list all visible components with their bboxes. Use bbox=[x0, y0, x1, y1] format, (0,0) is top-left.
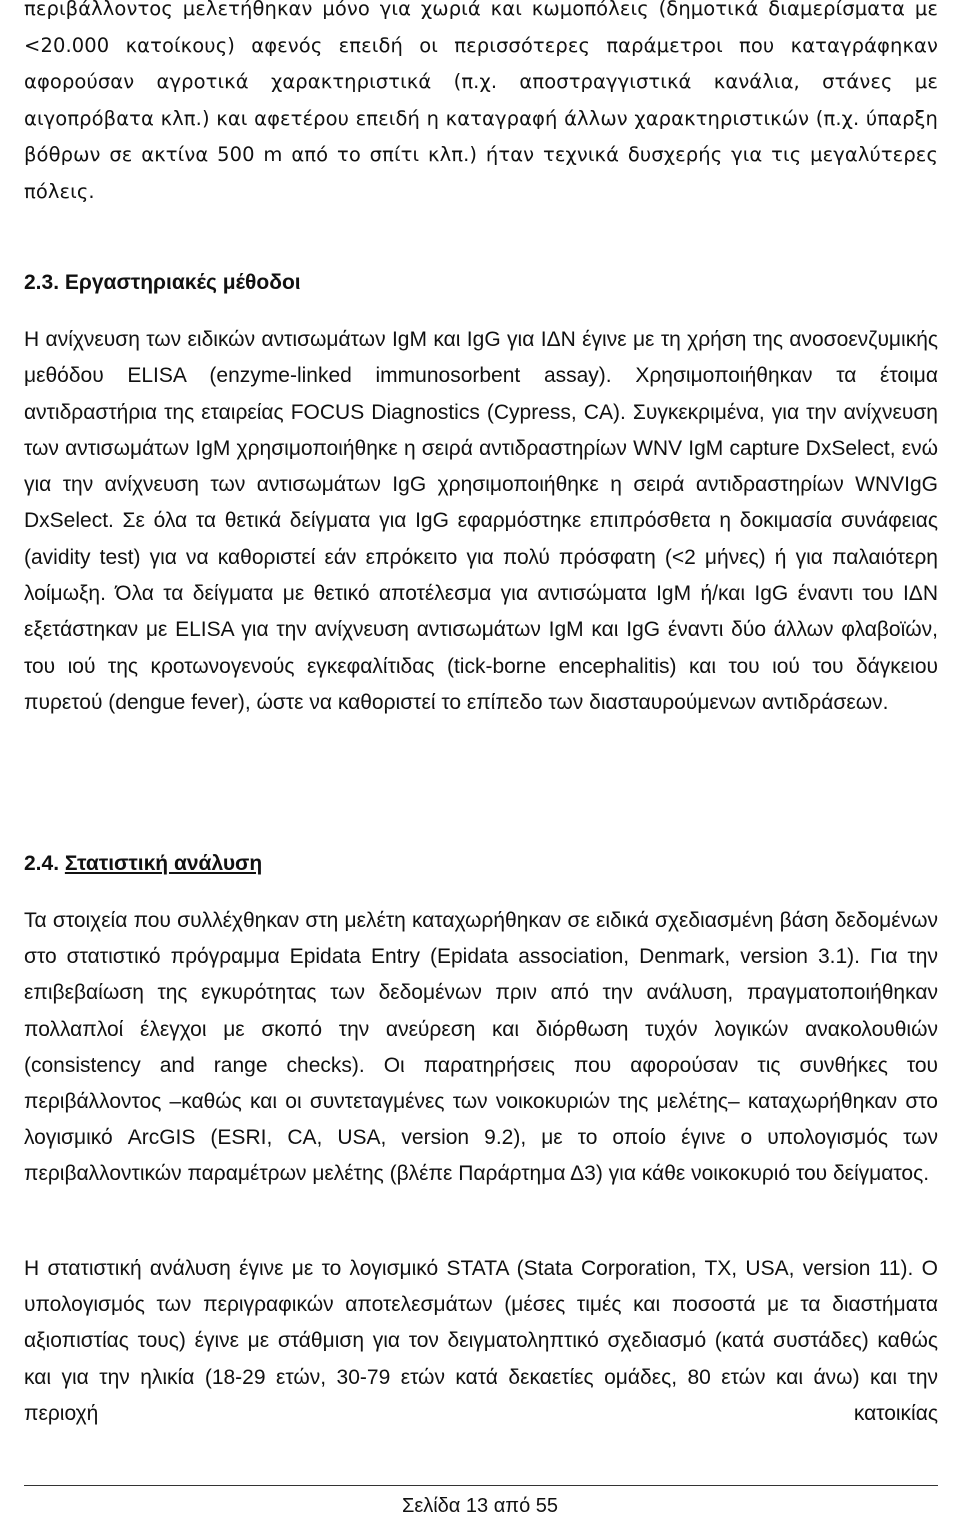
section-2-3-paragraph: Η ανίχνευση των ειδικών αντισωμάτων IgM και IgG για ΙΔΝ έγινε με τη χρήση της ανοσοενζυμικής μεθόδου ELISA (enzyme-linked immunosorbent assay). Χρησιμοποιήθηκαν τα έτοιμα αντιδραστήρια της εταιρείας FOCUS Diagnostics (Cypress, CA). Συγκεκριμένα, για την ανίχνευση των αντισωμάτων IgM χρησιμοποιήθηκε η σειρά αντιδραστηρίων WNV IgM capture DxSelect, ενώ για την ανίχνευση των αντισωμάτων IgG χρησιμοποιήθηκε η σειρά αντιδραστηρίων WNVIgG DxSelect. Σε όλα τα θετικά δείγματα για IgG εφαρμόστηκε επιπρόσθετα η δοκιμασία συνάφειας (avidity test) για να καθοριστεί εάν επρόκειτο για πολύ πρόσφατη (<2 μήνες) ή για παλαιότερη λοίμωξη. Όλα τα δείγματα με θετικό αποτέλεσμα για αντισώματα IgM ή/και IgG έναντι του ΙΔΝ εξετάστηκαν με ELISA για την ανίχνευση αντισωμάτων IgM και IgG έναντι δύο άλλων φλαβοϊών, του ιού της κροτωνογενούς εγκεφαλίτιδας (tick-borne encephalitis) και του ιού του δάγκειου πυρετού (dengue fever), ώστε να καθοριστεί το επίπεδο των διασταυρούμενων αντιδράσεων. bbox=[24, 328, 938, 714]
section-2-4-title: Στατιστική ανάλυση bbox=[64, 852, 263, 875]
intro-paragraph: περιβάλλοντος μελετήθηκαν μόνο για χωριά και κωμοπόλεις (δημοτικά διαμερίσματα με <20.000 κατοίκους) αφενός επειδή οι περισσότερες παράμετροι που καταγράφηκαν αφορούσαν αγροτικά χαρακτηριστικά (π.χ. αποστραγγιστικά κανάλια, στάνες με αιγοπρόβατα κλπ.) και αφετέρου επειδή η καταγραφή άλλων χαρακτηριστικών (π.χ. ύπαρξη βόθρων σε ακτίνα 500 m από το σπίτι κλπ.) ήταν τεχνικά δυσχερής για τις μεγαλύτερες πόλεις. bbox=[24, 0, 938, 203]
section-2-4-paragraph-1: Τα στοιχεία που συλλέχθηκαν στη μελέτη καταχωρήθηκαν σε ειδικά σχεδιασμένη βάση δεδομένων στο στατιστικό πρόγραμμα Epidata Entry (Epidata association, Denmark, version 3.1). Για την επιβεβαίωση της εγκυρότητας των δεδομένων πριν από την ανάλυση, πραγματοποιήθηκαν πολλαπλοί έλεγχοι με σκοπό την ανεύρεση και διόρθωση τυχόν λογικών ανακολουθιών (consistency and range checks). Οι παρατηρήσεις που αφορούσαν τις συνθήκες του περιβάλλοντος –καθώς και οι συντεταγμένες των νοικοκυριών της μελέτης– καταχωρήθηκαν στο λογισμικό ArcGIS (ESRI, CA, USA, version 9.2), με το οποίο έγινε ο υπολογισμός των περιβαλλοντικών παραμέτρων μελέτης (βλέπε Παράρτημα Δ3) για κάθε νοικοκυριό του δείγματος. bbox=[24, 909, 938, 1186]
section-2-3-heading bbox=[24, 265, 301, 301]
page-number-footer: Σελίδα 13 από 55 bbox=[401, 1495, 559, 1517]
section-2-3-number: 2.3. bbox=[24, 271, 60, 294]
footer-divider bbox=[24, 1485, 938, 1486]
section-2-3-title: Εργαστηριακές μέθοδοι bbox=[64, 271, 301, 294]
section-2-4-heading bbox=[24, 846, 262, 882]
section-2-4-number: 2.4. bbox=[24, 852, 60, 875]
section-2-4-paragraph-2: Η στατιστική ανάλυση έγινε με το λογισμικό STATA (Stata Corporation, TX, USA, version 11). Ο υπολογισμός των περιγραφικών αποτελεσμάτων (μέσες τιμές και ποσοστά με τα διαστήματα αξιοπιστίας τους) έγινε με στάθμιση για τον δειγματοληπτικό σχεδιασμό (κατά συστάδες) καθώς και για την ηλικία (18-29 ετών, 30-79 ετών κατά δεκαετίες ομάδες, 80 ετών και άνω) και την περιοχή κατοικίας bbox=[24, 1257, 938, 1425]
